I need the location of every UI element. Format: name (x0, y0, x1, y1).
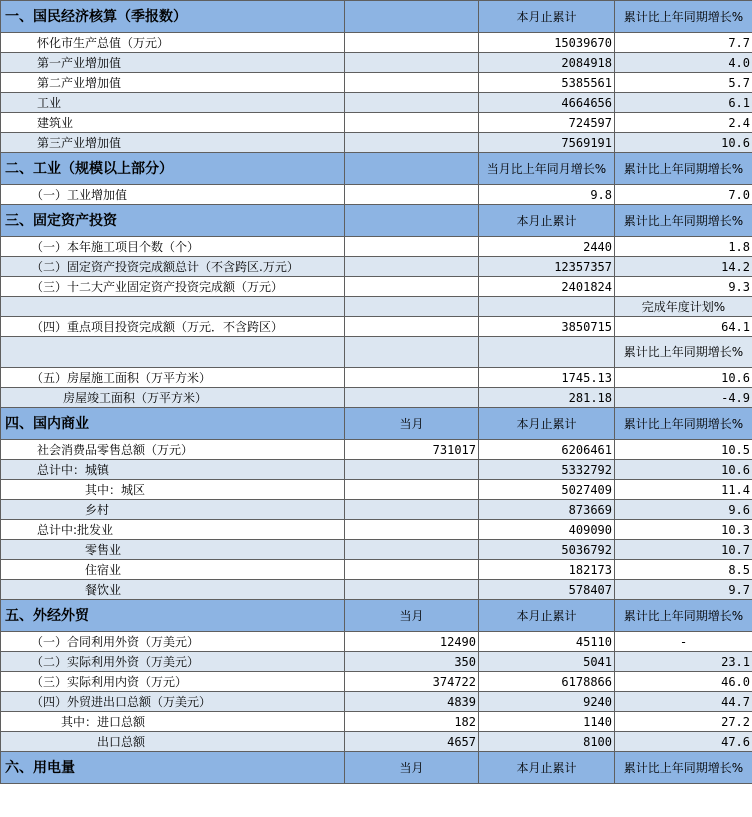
row-label: （一）合同利用外资（万美元） (1, 632, 345, 652)
row-label: 工业 (1, 93, 345, 113)
cell-yoy: 9.6 (615, 500, 752, 520)
table-row (1, 440, 752, 460)
row-label: （一）工业增加值 (1, 185, 345, 205)
header-cumulative: 本月止累计 (479, 752, 615, 784)
cell-cumulative: 2401824 (479, 277, 615, 297)
row-label: （四）重点项目投资完成额（万元．不含跨区） (1, 317, 345, 337)
row-label: 出口总额 (1, 732, 345, 752)
cell-month: 4657 (345, 732, 479, 752)
cell-yoy: 10.3 (615, 520, 752, 540)
header-yoy-growth: 累计比上年同期增长% (615, 1, 752, 33)
cell-yoy: 7.0 (615, 185, 752, 205)
cell-yoy: 1.8 (615, 237, 752, 257)
cell-cumulative: 1140 (479, 712, 615, 732)
header-yoy-growth: 累计比上年同期增长% (615, 205, 752, 237)
table-row (1, 73, 752, 93)
table-row (1, 53, 752, 73)
cell-cumulative: 5332792 (479, 460, 615, 480)
table-row (1, 732, 752, 752)
cell-cumulative: 15039670 (479, 33, 615, 53)
table-row (1, 185, 752, 205)
row-label: 第三产业增加值 (1, 133, 345, 153)
table-row (1, 460, 752, 480)
row-label: （四）外贸进出口总额（万美元） (1, 692, 345, 712)
cell-cumulative: 5027409 (479, 480, 615, 500)
section-header-foreign-trade (1, 600, 752, 632)
header-month: 当月 (345, 752, 479, 784)
cell-cumulative: 6178866 (479, 672, 615, 692)
cell-yoy: 10.7 (615, 540, 752, 560)
subheader-row-plan (1, 297, 752, 317)
table-row (1, 712, 752, 732)
table-row (1, 652, 752, 672)
table-row (1, 277, 752, 297)
cell-yoy: 8.5 (615, 560, 752, 580)
cell-yoy: 4.0 (615, 53, 752, 73)
cell-yoy: 7.7 (615, 33, 752, 53)
cell-yoy: -4.9 (615, 388, 752, 408)
table-row (1, 580, 752, 600)
section-title: 三、固定资产投资 (1, 205, 345, 237)
header-yoy-growth: 累计比上年同期增长% (615, 153, 752, 185)
cell-cumulative: 6206461 (479, 440, 615, 460)
section-header-domestic-commerce (1, 408, 752, 440)
row-label: 建筑业 (1, 113, 345, 133)
row-label: 社会消费品零售总额（万元） (1, 440, 345, 460)
cell-month-yoy: 9.8 (479, 185, 615, 205)
cell-cumulative: 873669 (479, 500, 615, 520)
section-title: 四、国内商业 (1, 408, 345, 440)
section-header-fixed-asset-investment (1, 205, 752, 237)
table-row (1, 540, 752, 560)
cell-month: 731017 (345, 440, 479, 460)
header-month: 当月 (345, 600, 479, 632)
table-row (1, 113, 752, 133)
table-row (1, 388, 752, 408)
table-row (1, 368, 752, 388)
cell-month: 4839 (345, 692, 479, 712)
cell-cumulative: 578407 (479, 580, 615, 600)
header-month-yoy: 当月比上年同月增长% (479, 153, 615, 185)
header-cumulative: 本月止累计 (479, 600, 615, 632)
cell-yoy: 14.2 (615, 257, 752, 277)
cell-yoy: - (615, 632, 752, 652)
header-yoy-growth: 累计比上年同期增长% (615, 600, 752, 632)
subheader-row-yoy (1, 337, 752, 368)
section-title: 五、外经外贸 (1, 600, 345, 632)
cell-yoy: 6.1 (615, 93, 752, 113)
cell-yoy: 23.1 (615, 652, 752, 672)
cell-cumulative: 45110 (479, 632, 615, 652)
cell-cumulative: 724597 (479, 113, 615, 133)
header-cumulative: 本月止累计 (479, 1, 615, 33)
section-title: 一、国民经济核算（季报数） (1, 1, 345, 33)
cell-cumulative: 1745.13 (479, 368, 615, 388)
row-label: （二）实际利用外资（万美元） (1, 652, 345, 672)
cell-plan: 64.1 (615, 317, 752, 337)
section-header-electricity (1, 752, 752, 784)
cell-yoy: 46.0 (615, 672, 752, 692)
header-cumulative: 本月止累计 (479, 205, 615, 237)
table-row (1, 692, 752, 712)
cell-yoy: 9.3 (615, 277, 752, 297)
header-month: 当月 (345, 408, 479, 440)
table-row (1, 133, 752, 153)
cell-cumulative: 12357357 (479, 257, 615, 277)
table-row (1, 632, 752, 652)
row-label: 其中：进口总额 (1, 712, 345, 732)
row-label: （三）实际利用内资（万元） (1, 672, 345, 692)
cell-cumulative: 3850715 (479, 317, 615, 337)
row-label: 房屋竣工面积（万平方米） (1, 388, 345, 408)
cell-cumulative: 5385561 (479, 73, 615, 93)
table-row (1, 560, 752, 580)
header-annual-plan: 完成年度计划% (615, 297, 752, 317)
header-yoy-growth: 累计比上年同期增长% (615, 337, 752, 368)
row-label: 乡村 (1, 500, 345, 520)
table-row (1, 93, 752, 113)
row-label: 第二产业增加值 (1, 73, 345, 93)
row-label: （一）本年施工项目个数（个） (1, 237, 345, 257)
cell-cumulative: 409090 (479, 520, 615, 540)
table-row (1, 33, 752, 53)
section-header-national-accounts (1, 1, 752, 33)
cell-yoy: 9.7 (615, 580, 752, 600)
cell-cumulative: 7569191 (479, 133, 615, 153)
table-row (1, 520, 752, 540)
row-label: 住宿业 (1, 560, 345, 580)
header-yoy-growth: 累计比上年同期增长% (615, 408, 752, 440)
cell-cumulative: 281.18 (479, 388, 615, 408)
row-label: 第一产业增加值 (1, 53, 345, 73)
row-label: 总计中:批发业 (1, 520, 345, 540)
cell-cumulative: 4664656 (479, 93, 615, 113)
cell-yoy: 10.5 (615, 440, 752, 460)
row-label: （三）十二大产业固定资产投资完成额（万元） (1, 277, 345, 297)
table-row (1, 257, 752, 277)
header-yoy-growth: 累计比上年同期增长% (615, 752, 752, 784)
row-label: 零售业 (1, 540, 345, 560)
cell-cumulative: 182173 (479, 560, 615, 580)
cell-cumulative: 9240 (479, 692, 615, 712)
row-label: 其中：城区 (1, 480, 345, 500)
section-title: 二、工业（规模以上部分） (1, 153, 345, 185)
cell-yoy: 47.6 (615, 732, 752, 752)
cell-month: 350 (345, 652, 479, 672)
cell-cumulative: 2440 (479, 237, 615, 257)
cell-cumulative: 5036792 (479, 540, 615, 560)
cell-yoy: 27.2 (615, 712, 752, 732)
cell-yoy: 10.6 (615, 133, 752, 153)
cell-yoy: 5.7 (615, 73, 752, 93)
section-header-industry (1, 153, 752, 185)
cell-yoy: 44.7 (615, 692, 752, 712)
cell-month: 12490 (345, 632, 479, 652)
row-label: 餐饮业 (1, 580, 345, 600)
cell-yoy: 10.6 (615, 368, 752, 388)
cell-yoy: 2.4 (615, 113, 752, 133)
table-row (1, 237, 752, 257)
cell-month: 374722 (345, 672, 479, 692)
header-cumulative: 本月止累计 (479, 408, 615, 440)
table-row (1, 317, 752, 337)
row-label: （二）固定资产投资完成额总计（不含跨区.万元） (1, 257, 345, 277)
cell-cumulative: 5041 (479, 652, 615, 672)
row-label: （五）房屋施工面积（万平方米） (1, 368, 345, 388)
table-row (1, 500, 752, 520)
cell-month: 182 (345, 712, 479, 732)
table-row (1, 480, 752, 500)
cell-cumulative: 8100 (479, 732, 615, 752)
table-row (1, 672, 752, 692)
cell-yoy: 11.4 (615, 480, 752, 500)
section-title: 六、用电量 (1, 752, 345, 784)
row-label: 怀化市生产总值（万元） (1, 33, 345, 53)
cell-cumulative: 2084918 (479, 53, 615, 73)
cell-yoy: 10.6 (615, 460, 752, 480)
row-label: 总计中：城镇 (1, 460, 345, 480)
